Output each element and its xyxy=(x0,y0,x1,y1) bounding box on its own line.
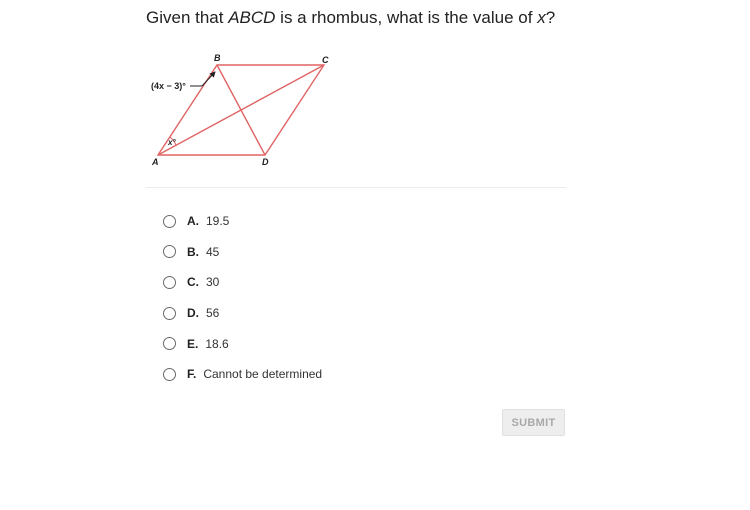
divider xyxy=(146,187,566,188)
choice-letter: D. xyxy=(187,306,199,321)
choice-d[interactable] xyxy=(163,298,322,329)
vertex-label-b: B xyxy=(214,53,221,63)
question-prefix: Given that xyxy=(146,8,229,27)
answer-choices xyxy=(163,206,322,390)
choice-text: 18.6 xyxy=(205,336,229,351)
choice-text: 19.5 xyxy=(206,214,230,229)
choice-e[interactable] xyxy=(163,328,322,359)
vertex-label-c: C xyxy=(322,55,329,65)
choice-letter: A. xyxy=(187,214,199,229)
question-shape-name: ABCD xyxy=(228,8,276,27)
radio-icon[interactable] xyxy=(163,337,176,350)
choice-letter: F. xyxy=(187,367,197,382)
choice-c[interactable] xyxy=(163,267,322,298)
choice-text: Cannot be determined xyxy=(203,367,323,382)
radio-icon[interactable] xyxy=(163,276,176,289)
rhombus-figure xyxy=(140,48,340,174)
question-text xyxy=(146,7,555,29)
choice-letter: E. xyxy=(187,336,199,351)
radio-icon[interactable] xyxy=(163,368,176,381)
radio-icon[interactable] xyxy=(163,307,176,320)
choice-text: 30 xyxy=(206,275,220,290)
choice-text: 56 xyxy=(206,306,220,321)
radio-icon[interactable] xyxy=(163,245,176,258)
choice-letter: B. xyxy=(187,244,199,259)
submit-button[interactable]: SUBMIT xyxy=(502,409,565,436)
angle-b-leader xyxy=(202,72,215,86)
choice-text: 45 xyxy=(206,244,220,259)
choice-b[interactable] xyxy=(163,237,322,268)
choice-letter: C. xyxy=(187,275,199,290)
choice-a[interactable] xyxy=(163,206,322,237)
angle-b-label: (4x − 3)° xyxy=(151,81,186,91)
choice-f[interactable] xyxy=(163,359,322,390)
question-variable: x xyxy=(537,8,546,27)
diagonal-bd xyxy=(217,65,265,155)
question-middle: is a rhombus, what is the value of xyxy=(275,8,538,27)
angle-a-label: x° xyxy=(168,138,176,147)
vertex-label-a: A xyxy=(152,157,159,167)
question-suffix: ? xyxy=(545,8,556,27)
radio-icon[interactable] xyxy=(163,215,176,228)
vertex-label-d: D xyxy=(262,157,269,167)
